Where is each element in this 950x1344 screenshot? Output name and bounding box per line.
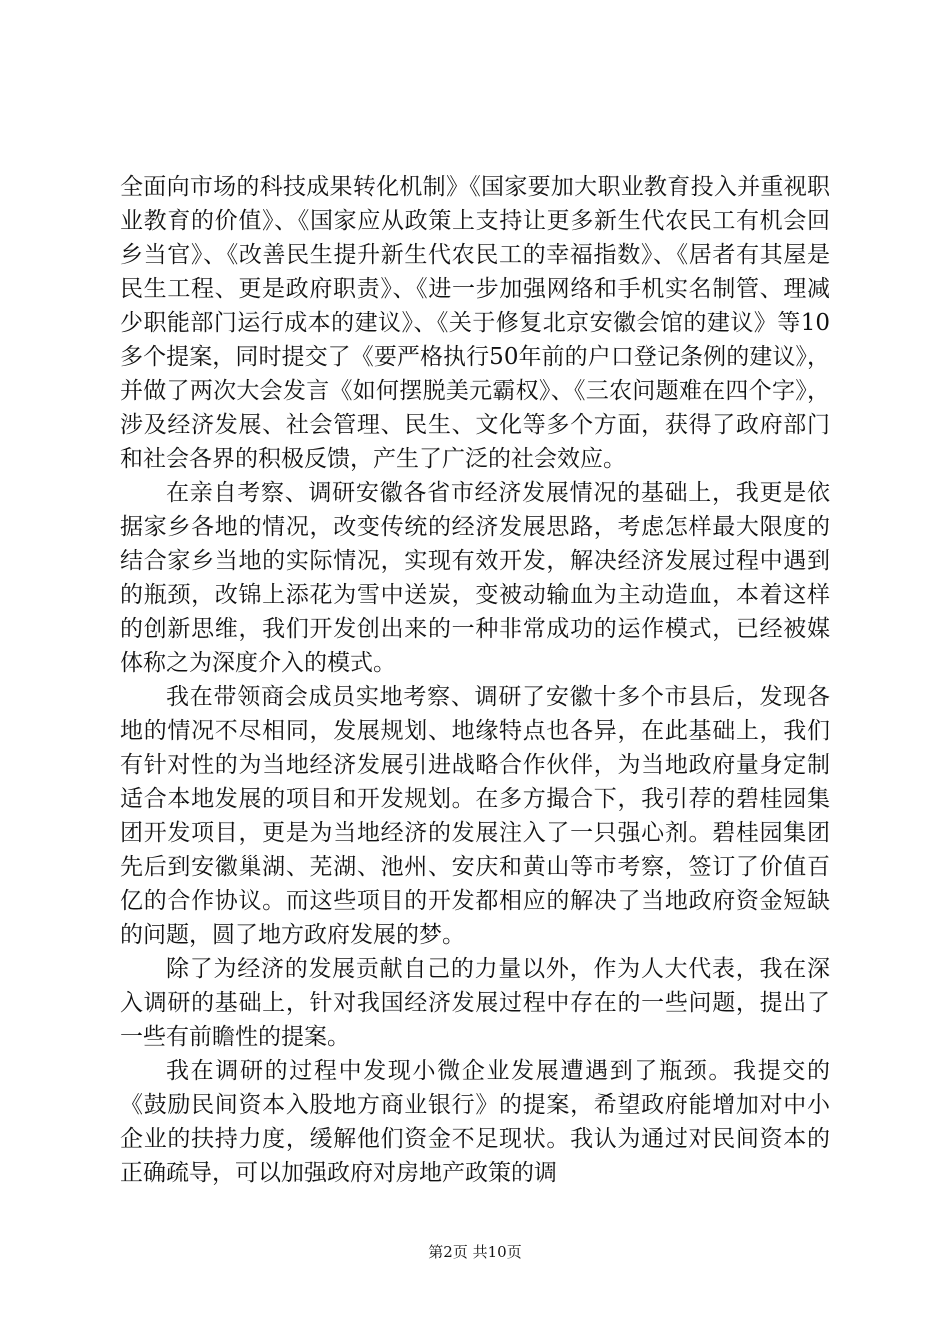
page-number-footer: 第2页 共10页	[428, 1243, 522, 1261]
paragraph-1: 全面向市场的科技成果转化机制》《国家要加大职业教育投入并重视职业教育的价值》、《国家应从政策上支持让更多新生代农民工有机会回乡当官》、《改善民生提升新生代农民工的幸福指数》、《居者有其屋是民生工程、更是政府职责》、《进一步加强网络和手机实名制管、理减少职能部门运行成本的建议》、《关于修复北京安徽会馆的建议》等10多个提案，同时提交了《要严格执行50年前的户口登记条例的建议》，并做了两次大会发言《如何摆脱美元霸权》、《三农问题难在四个字》，涉及经济发展、社会管理、民生、文化等多个方面，获得了政府部门和社会各界的积极反馈，产生了广泛的社会效应。	[120, 174, 830, 472]
paragraph-5: 我在调研的过程中发现小微企业发展遭遇到了瓶颈。我提交的《鼓励民间资本入股地方商业银行》的提案，希望政府能增加对中小企业的扶持力度，缓解他们资金不足现状。我认为通过对民间资本的正确疏导，可以加强政府对房地产政策的调	[120, 1058, 830, 1186]
document-body	[120, 170, 830, 1190]
paragraph-4: 除了为经济的发展贡献自己的力量以外，作为人大代表，我在深入调研的基础上，针对我国经济发展过程中存在的一些问题，提出了一些有前瞻性的提案。	[120, 956, 830, 1050]
paragraph-2: 在亲自考察、调研安徽各省市经济发展情况的基础上，我更是依据家乡各地的情况，改变传统的经济发展思路，考虑怎样最大限度的结合家乡当地的实际情况，实现有效开发，解决经济发展过程中遇到的瓶颈，改锦上添花为雪中送炭，变被动输血为主动造血，本着这样的创新思维，我们开发创出来的一种非常成功的运作模式，已经被媒体称之为深度介入的模式。	[120, 480, 830, 676]
paragraph-3: 我在带领商会成员实地考察、调研了安徽十多个市县后，发现各地的情况不尽相同，发展规划、地缘特点也各异，在此基础上，我们有针对性的为当地经济发展引进战略合作伙伴，为当地政府量身定制适合本地发展的项目和开发规划。在多方撮合下，我引荐的碧桂园集团开发项目，更是为当地经济的发展注入了一只强心剂。碧桂园集团先后到安徽巢湖、芜湖、池州、安庆和黄山等市考察，签订了价值百亿的合作协议。而这些项目的开发都相应的解决了当地政府资金短缺的问题，圆了地方政府发展的梦。	[120, 684, 830, 948]
